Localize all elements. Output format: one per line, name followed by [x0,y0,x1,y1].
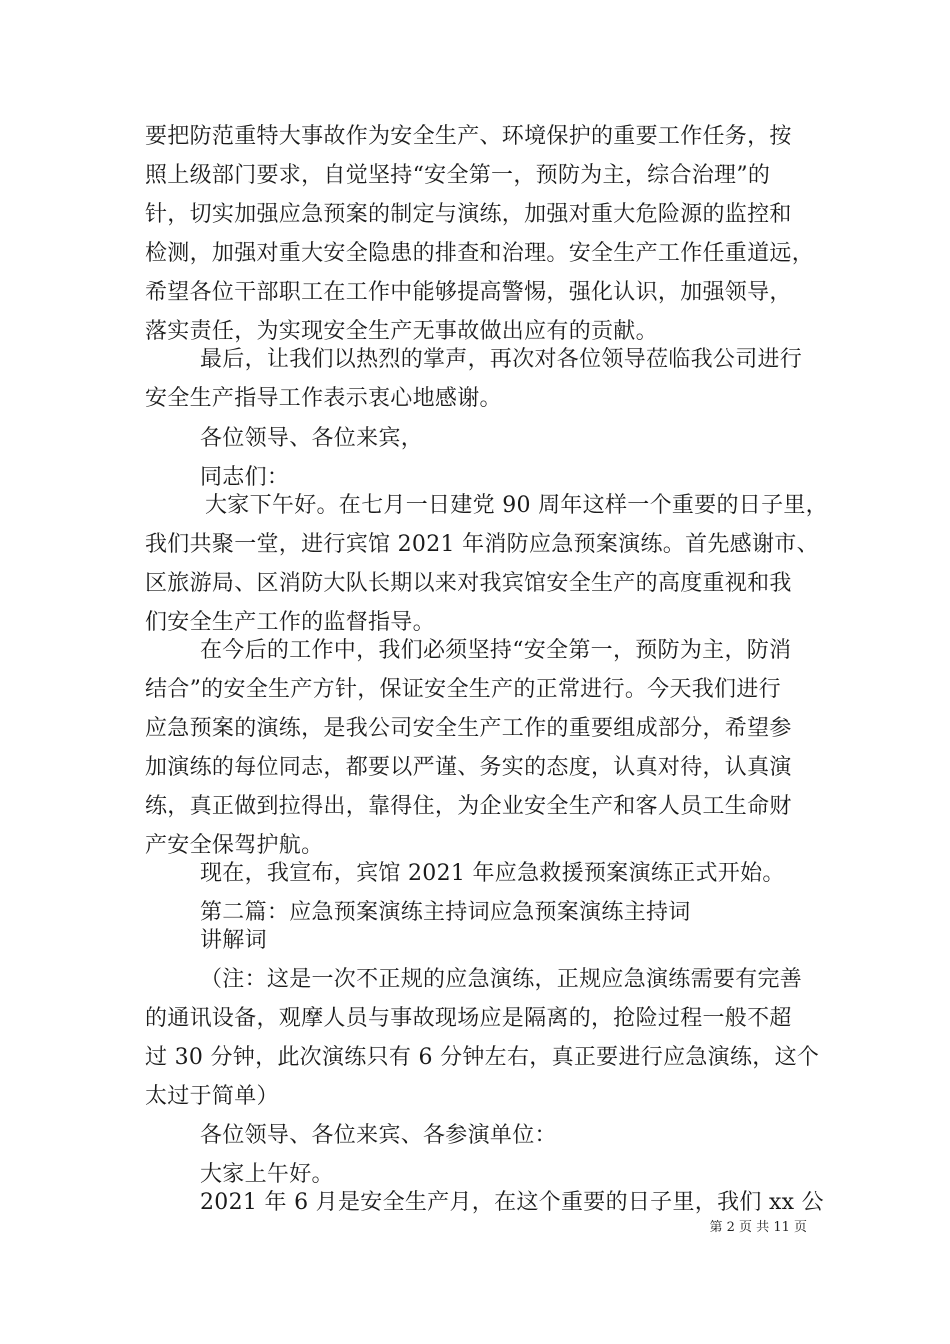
text-line: 应急预案的演练，是我公司安全生产工作的重要组成部分，希望参 [145,716,792,741]
text-line: 安全生产指导工作表示衷心地感谢。 [145,386,502,411]
text-line: 过 30 分钟，此次演练只有 6 分钟左右，真正要进行应急演练，这个 [145,1045,820,1070]
text-line: 们安全生产工作的监督指导。 [145,610,435,635]
text-line: 我们共聚一堂，进行宾馆 2021 年消防应急预案演练。首先感谢市、 [145,532,819,557]
text-line: 太过于简单） [145,1084,279,1109]
text-line: 现在，我宣布，宾馆 2021 年应急救援预案演练正式开始。 [200,861,785,886]
text-line: 大家上午好。 [200,1162,334,1187]
text-line: 大家下午好。在七月一日建党 90 周年这样一个重要的日子里， [205,493,828,518]
text-line: 加演练的每位同志，都要以严谨、务实的态度，认真对待，认真演 [145,755,792,780]
text-line: 针，切实加强应急预案的制定与演练，加强对重大危险源的监控和 [145,202,792,227]
text-line: 检测，加强对重大安全隐患的排查和治理。安全生产工作任重道远， [145,241,815,266]
text-line: 区旅游局、区消防大队长期以来对我宾馆安全生产的高度重视和我 [145,571,792,596]
text-line: 照上级部门要求，自觉坚持“安全第一，预防为主，综合治理”的 [145,163,771,188]
text-line: 同志们： [200,465,290,490]
text-line: 的通讯设备，观摩人员与事故现场应是隔离的，抢险过程一般不超 [145,1006,792,1031]
text-line: 最后，让我们以热烈的掌声，再次对各位领导莅临我公司进行 [200,347,803,372]
text-line: 2021 年 6 月是安全生产月，在这个重要的日子里，我们 xx 公 [200,1190,824,1215]
page-number: 第 2 页 共 11 页 [709,1220,807,1235]
text-line: 结合”的安全生产方针，保证安全生产的正常进行。今天我们进行 [145,677,781,702]
section-heading: 第二篇：应急预案演练主持词应急预案演练主持词 [200,900,691,925]
text-line: 希望各位干部职工在工作中能够提高警惕，强化认识，加强领导， [145,280,792,305]
text-line: 练，真正做到拉得出，靠得住，为企业安全生产和客人员工生命财 [145,794,792,819]
text-line: 产安全保驾护航。 [145,833,324,858]
page-footer [0,1220,950,1236]
text-line: 落实责任，为实现安全生产无事故做出应有的贡献。 [145,319,658,344]
text-line: 要把防范重特大事故作为安全生产、环境保护的重要工作任务，按 [145,124,792,149]
text-line: 讲解词 [200,928,267,953]
text-line: 各位领导、各位来宾、各参演单位： [200,1123,557,1148]
text-line: 在今后的工作中，我们必须坚持“安全第一，预防为主，防消 [200,638,792,663]
text-line: 各位领导、各位来宾， [200,426,424,451]
text-line: （注：这是一次不正规的应急演练，正规应急演练需要有完善 [200,967,803,992]
